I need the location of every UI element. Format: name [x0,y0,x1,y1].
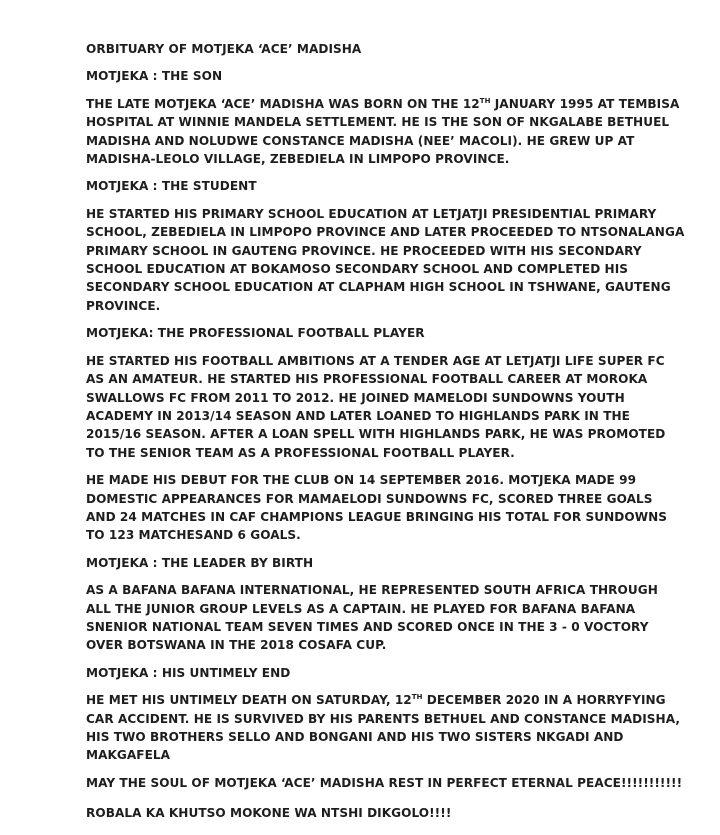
paragraph-text: DECEMBER 2020 IN A HORRYFYING CAR ACCIDENT. HE IS SURVIVED BY HIS PARENTS BETHUEL AND CONSTANCE MADISHA, HIS TWO BROTHERS SELLO AND BONGANI AND HIS TWO SISTERS NKGADI AND MAKGAFELA [86,693,680,763]
section-paragraph-untimely-end [86,691,686,765]
section-heading-son: MOTJEKA : THE SON [86,69,223,84]
section-paragraph-debut: HE MADE HIS DEBUT FOR THE CLUB ON 14 SEPTEMBER 2016. MOTJEKA MADE 99 DOMESTIC APPEARANCES FOR MAMAELODI SUNDOWNS FC, SCORED THREE GOALS AND 24 MATCHES IN CAF CHAMPIONS LEAGUE BRINGING HIS TOTAL FOR SUNDOWNS TO 123 MATCHESAND 6 GOALS. [86,473,668,543]
document-title: ORBITUARY OF MOTJEKA ‘ACE’ MADISHA [86,42,362,56]
section-paragraph-student: HE STARTED HIS PRIMARY SCHOOL EDUCATION AT LETJATJI PRESIDENTIAL PRIMARY SCHOOL, ZEBEDIELA IN LIMPOPO PROVINCE AND LATER PROCEEDED TO NTSONALANGA PRIMARY SCHOOL IN GAUTENG PROVINCE. HE PROCEEDED WITH HIS SECONDARY SCHOOL EDUCATION AT BOKAMOSO SECONDARY SCHOOL AND COMPLETED HIS SECONDARY SCHOOL EDUCATION AT CLAPHAM HIGH SCHOOL IN TSHWANE, GAUTENG PROVINCE. [86,206,685,313]
section-paragraph-son [86,95,686,169]
closing-line-rest-in-peace: MAY THE SOUL OF MOTJEKA ‘ACE’ MADISHA REST IN PERFECT ETERNAL PEACE!!!!!!!!!!! [86,775,683,790]
closing-line-robala: ROBALA KA KHUTSO MOKONE WA NTSHI DIKGOLO!!!! [86,806,452,821]
paragraph-text: JANUARY 1995 AT TEMBISA HOSPITAL AT WINNIE MANDELA SETTLEMENT. HE IS THE SON OF NKGALABE BETHUEL MADISHA AND NOLUDWE CONSTANCE MADISHA (NEE’ MACOLI). HE GREW UP AT MADISHA-LEOLO VILLAGE, ZEBEDIELA IN LIMPOPO PROVINCE. [86,96,680,167]
section-heading-student: MOTJEKA : THE STUDENT [86,179,257,194]
section-heading-football-player: MOTJEKA: THE PROFESSIONAL FOOTBALL PLAYER [86,326,425,341]
obituary-document [86,40,686,835]
section-paragraph-leader: AS A BAFANA BAFANA INTERNATIONAL, HE REPRESENTED SOUTH AFRICA THROUGH ALL THE JUNIOR GROUP LEVELS AS A CAPTAIN. HE PLAYED FOR BAFANA BAFANA SNENIOR NATIONAL TEAM SEVEN TIMES AND SCORED ONCE IN THE 3 - 0 VOCTORY OVER BOTSWANA IN THE 2018 COSAFA CUP. [86,583,658,653]
ordinal-suffix: TH [411,693,423,702]
section-heading-untimely-end: MOTJEKA : HIS UNTIMELY END [86,665,291,680]
paragraph-text: THE LATE MOTJEKA ‘ACE’ MADISHA WAS BORN ON THE 12 [86,96,480,111]
ordinal-suffix: TH [479,96,491,105]
paragraph-text: HE MET HIS UNTIMELY DEATH ON SATURDAY, 12 [86,693,412,708]
section-heading-leader: MOTJEKA : THE LEADER BY BIRTH [86,555,314,570]
section-paragraph-football-career: HE STARTED HIS FOOTBALL AMBITIONS AT A TENDER AGE AT LETJATJI LIFE SUPER FC AS AN AMATEUR. HE STARTED HIS PROFESSIONAL FOOTBALL CAREER AT MOROKA SWALLOWS FC FROM 2011 TO 2012. HE JOINED MAMELODI SUNDOWNS YOUTH ACADEMY IN 2013/14 SEASON AND LATER LOANED TO HIGHLANDS PARK IN THE 2015/16 SEASON. AFTER A LOAN SPELL WITH HIGHLANDS PARK, HE WAS PROMOTED TO THE SENIOR TEAM AS A PROFESSIONAL FOOTBALL PLAYER. [86,353,666,460]
